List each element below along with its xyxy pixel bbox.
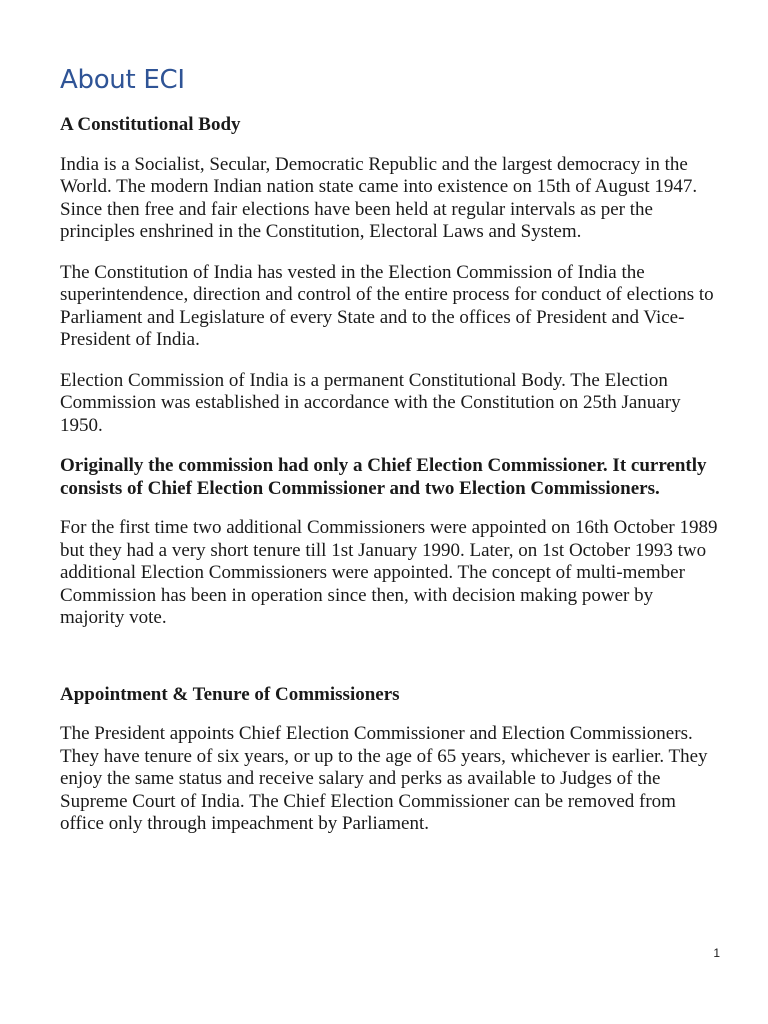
paragraph-commission-composition: Originally the commission had only a Chief Election Commissioner. It currently consists of Chief Election Commissioner and two Election Commissioners. (60, 455, 707, 499)
page-title: About ECI (60, 65, 185, 95)
section-heading-appointment-tenure: Appointment & Tenure of Commissioners (60, 683, 400, 705)
section-heading-constitutional-body: A Constitutional Body (60, 114, 241, 135)
paragraph-constitution-vested: The Constitution of India has vested in the Election Commission of India the superintendence, direction and control of the entire process for conduct of elections to Parliament and Legislature of every State and to the offices of President and Vice-President of India. (60, 261, 714, 350)
page-number: 1 (713, 946, 720, 960)
paragraph-additional-commissioners: For the first time two additional Commissioners were appointed on 16th October 1989 but they had a very short tenure till 1st January 1990. Later, on 1st October 1993 two additional Election Commissioners were appointed. The concept of multi-member Commission has been in operation since then, with decision making power by majority vote. (60, 517, 718, 628)
paragraph-appointment-tenure: The President appoints Chief Election Commissioner and Election Commissioners. They have tenure of six years, or up to the age of 65 years, whichever is earlier. They enjoy the same status and receive salary and perks as available to Judges of the Supreme Court of India. The Chief Election Commissioner can be removed from office only through impeachment by Parliament. (60, 723, 708, 834)
paragraph-permanent-body: Election Commission of India is a permanent Constitutional Body. The Election Commission was established in accordance with the Constitution on 25th January 1950. (60, 369, 681, 436)
section-spacer (60, 648, 720, 684)
document-body (60, 62, 720, 854)
paragraph-india-democracy: India is a Socialist, Secular, Democratic Republic and the largest democracy in the World. The modern Indian nation state came into existence on 15th of August 1947. Since then free and fair elections have been held at regular intervals as per the principles enshrined in the Constitution, Electoral Laws and System. (60, 153, 698, 242)
